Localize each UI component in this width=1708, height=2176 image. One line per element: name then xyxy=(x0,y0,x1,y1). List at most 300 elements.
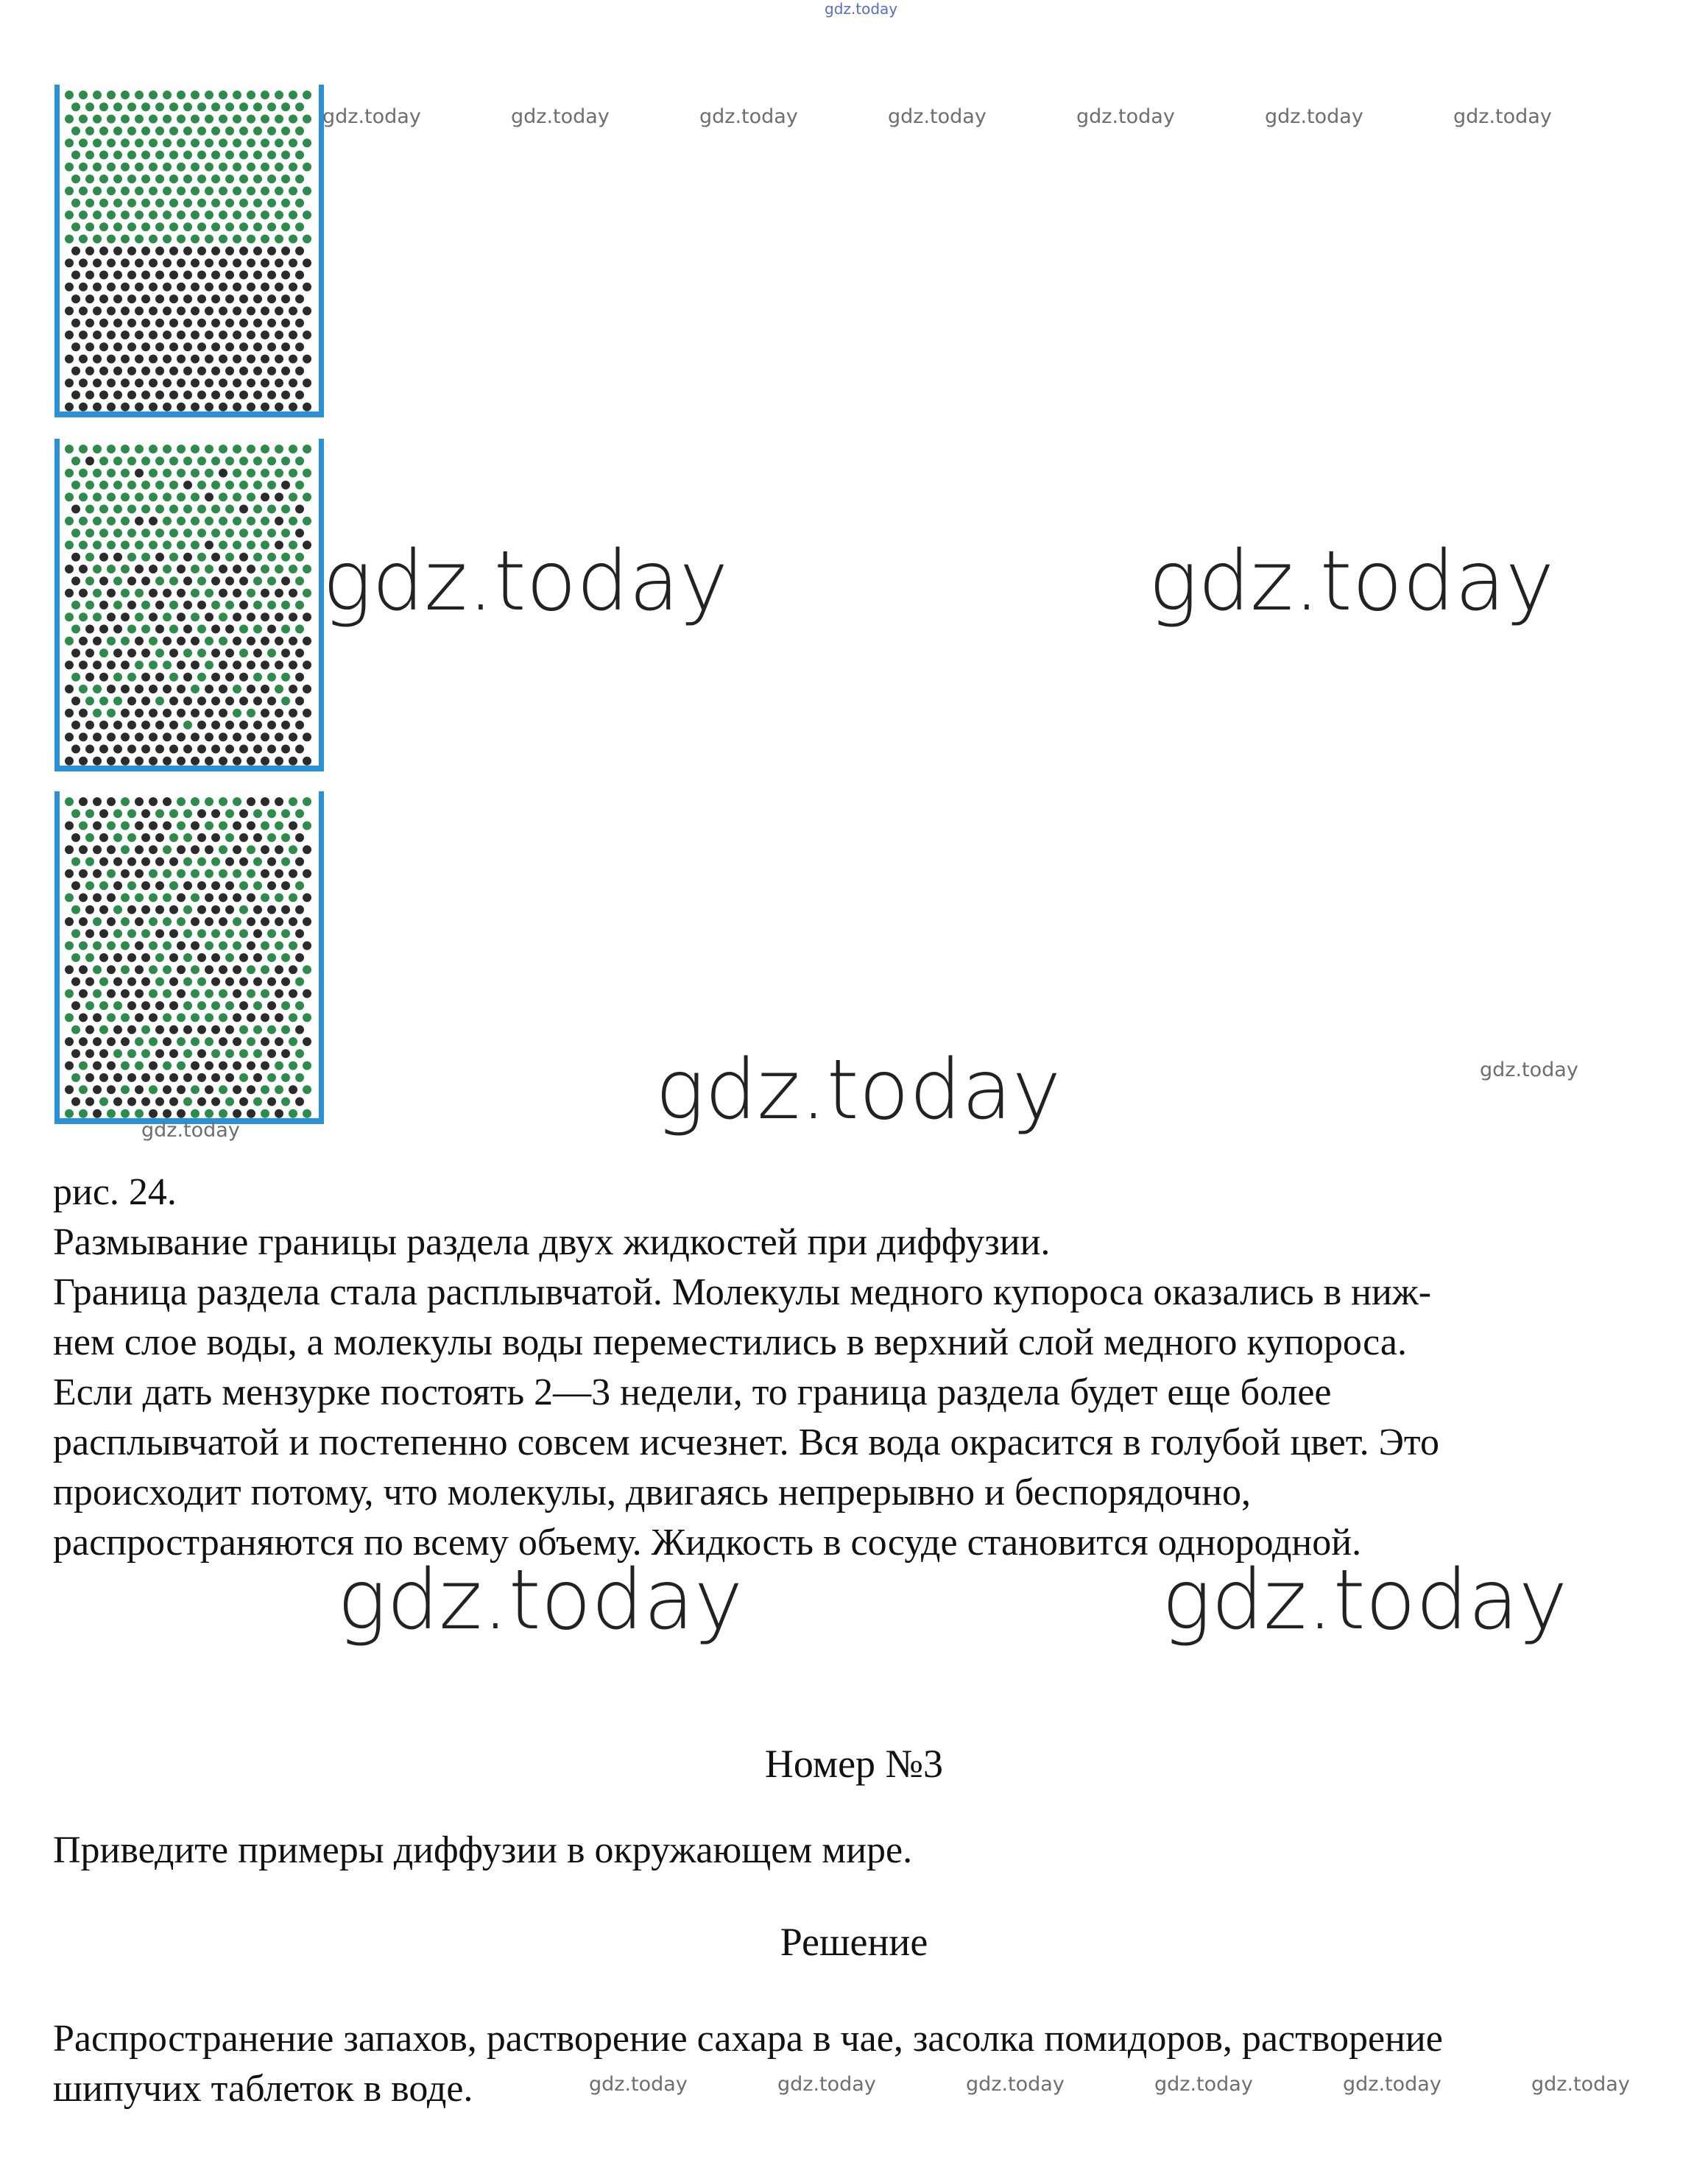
copper-sulfate-molecule xyxy=(233,211,241,219)
water-molecule xyxy=(275,517,283,526)
copper-sulfate-molecule xyxy=(85,222,94,231)
copper-sulfate-molecule xyxy=(149,893,158,902)
water-molecule xyxy=(121,378,130,387)
water-molecule xyxy=(225,625,234,634)
watermark-large: gdz.today xyxy=(1162,1552,1568,1648)
copper-sulfate-molecule xyxy=(135,91,144,99)
water-molecule xyxy=(247,637,255,646)
copper-sulfate-molecule xyxy=(85,553,94,562)
water-molecule xyxy=(135,822,144,830)
task-number: Номер №3 xyxy=(764,1742,944,1786)
water-molecule xyxy=(289,732,297,741)
copper-sulfate-molecule xyxy=(247,869,255,878)
copper-sulfate-molecule xyxy=(289,942,297,950)
copper-sulfate-molecule xyxy=(163,163,172,172)
water-molecule xyxy=(71,505,80,514)
copper-sulfate-molecule xyxy=(197,553,206,562)
water-molecule xyxy=(233,378,241,387)
water-molecule xyxy=(141,858,150,866)
water-molecule xyxy=(239,721,248,730)
copper-sulfate-molecule xyxy=(303,965,311,974)
water-molecule xyxy=(197,809,206,818)
water-molecule xyxy=(211,1098,220,1106)
water-molecule xyxy=(127,953,136,962)
water-molecule xyxy=(267,271,276,280)
water-molecule xyxy=(163,378,172,387)
copper-sulfate-molecule xyxy=(135,492,144,501)
water-molecule xyxy=(107,917,116,926)
copper-sulfate-molecule xyxy=(113,529,122,537)
copper-sulfate-molecule xyxy=(267,127,276,135)
copper-sulfate-molecule xyxy=(253,151,262,160)
copper-sulfate-molecule xyxy=(247,115,255,124)
copper-sulfate-molecule xyxy=(163,1061,172,1070)
water-molecule xyxy=(141,745,150,754)
water-molecule xyxy=(99,294,108,303)
copper-sulfate-molecule xyxy=(197,174,206,183)
water-molecule xyxy=(85,625,94,634)
copper-sulfate-molecule xyxy=(121,445,130,453)
water-molecule xyxy=(303,685,311,693)
water-molecule xyxy=(85,1098,94,1106)
copper-sulfate-molecule xyxy=(303,517,311,526)
copper-sulfate-molecule xyxy=(71,905,80,914)
copper-sulfate-molecule xyxy=(205,797,214,806)
water-molecule xyxy=(261,757,269,766)
copper-sulfate-molecule xyxy=(183,929,192,938)
copper-sulfate-molecule xyxy=(261,91,269,99)
water-molecule xyxy=(183,1073,192,1082)
copper-sulfate-molecule xyxy=(191,565,200,573)
water-molecule xyxy=(93,1061,102,1070)
water-molecule xyxy=(85,978,94,986)
water-molecule xyxy=(303,1037,311,1046)
watermark: gdz.today xyxy=(1531,2073,1630,2096)
water-molecule xyxy=(149,378,158,387)
water-molecule xyxy=(225,696,234,705)
copper-sulfate-molecule xyxy=(135,540,144,549)
copper-sulfate-molecule xyxy=(281,127,290,135)
water-molecule xyxy=(191,306,200,315)
solution-line: шипучих таблеток в воде. xyxy=(53,2068,473,2110)
copper-sulfate-molecule xyxy=(219,445,227,453)
water-molecule xyxy=(247,355,255,364)
water-molecule xyxy=(261,685,269,693)
copper-sulfate-molecule xyxy=(113,696,122,705)
water-molecule xyxy=(155,1049,164,1058)
water-molecule xyxy=(205,378,214,387)
water-molecule xyxy=(225,978,234,986)
water-molecule xyxy=(247,1109,255,1118)
copper-sulfate-molecule xyxy=(163,138,172,147)
water-molecule xyxy=(135,685,144,693)
water-molecule xyxy=(303,378,311,387)
copper-sulfate-molecule xyxy=(267,151,276,160)
water-molecule xyxy=(141,696,150,705)
water-molecule xyxy=(289,283,297,292)
water-molecule xyxy=(79,965,88,974)
water-molecule xyxy=(267,721,276,730)
copper-sulfate-molecule xyxy=(219,822,227,830)
water-molecule xyxy=(65,1037,74,1046)
water-molecule xyxy=(155,929,164,938)
water-molecule xyxy=(239,809,248,818)
copper-sulfate-molecule xyxy=(281,696,290,705)
water-molecule xyxy=(141,978,150,986)
copper-sulfate-molecule xyxy=(303,186,311,195)
water-molecule xyxy=(93,1037,102,1046)
copper-sulfate-molecule xyxy=(205,637,214,646)
copper-sulfate-molecule xyxy=(127,481,136,490)
water-molecule xyxy=(281,271,290,280)
copper-sulfate-molecule xyxy=(225,601,234,610)
water-molecule xyxy=(141,391,150,400)
water-molecule xyxy=(177,565,186,573)
answer-line: Если дать мензурке постоять 2—3 недели, то граница раздела будет еще более xyxy=(53,1371,1332,1413)
copper-sulfate-molecule xyxy=(149,138,158,147)
copper-sulfate-molecule xyxy=(281,222,290,231)
copper-sulfate-molecule xyxy=(295,1049,304,1058)
water-molecule xyxy=(253,342,262,351)
water-molecule xyxy=(177,331,186,339)
copper-sulfate-molecule xyxy=(281,456,290,465)
water-molecule xyxy=(149,258,158,267)
copper-sulfate-molecule xyxy=(183,505,192,514)
copper-sulfate-molecule xyxy=(191,893,200,902)
water-molecule xyxy=(211,649,220,657)
water-molecule xyxy=(239,1001,248,1010)
copper-sulfate-molecule xyxy=(253,1049,262,1058)
copper-sulfate-molecule xyxy=(275,115,283,124)
water-molecule xyxy=(197,1049,206,1058)
copper-sulfate-molecule xyxy=(197,929,206,938)
water-molecule xyxy=(247,942,255,950)
copper-sulfate-molecule xyxy=(93,186,102,195)
copper-sulfate-molecule xyxy=(107,469,116,478)
copper-sulfate-molecule xyxy=(275,1085,283,1094)
copper-sulfate-molecule xyxy=(149,917,158,926)
water-molecule xyxy=(205,965,214,974)
copper-sulfate-molecule xyxy=(281,1025,290,1034)
water-molecule xyxy=(239,978,248,986)
copper-sulfate-molecule xyxy=(211,1049,220,1058)
copper-sulfate-molecule xyxy=(135,612,144,621)
copper-sulfate-molecule xyxy=(253,505,262,514)
water-molecule xyxy=(295,696,304,705)
copper-sulfate-molecule xyxy=(141,481,150,490)
water-molecule xyxy=(281,881,290,890)
copper-sulfate-molecule xyxy=(225,127,234,135)
water-molecule xyxy=(135,331,144,339)
water-molecule xyxy=(93,283,102,292)
water-molecule xyxy=(71,881,80,890)
copper-sulfate-molecule xyxy=(219,1013,227,1022)
copper-sulfate-molecule xyxy=(275,942,283,950)
water-molecule xyxy=(197,745,206,754)
copper-sulfate-molecule xyxy=(219,869,227,878)
water-molecule xyxy=(303,540,311,549)
copper-sulfate-molecule xyxy=(99,102,108,111)
copper-sulfate-molecule xyxy=(85,1001,94,1010)
copper-sulfate-molecule xyxy=(219,942,227,950)
copper-sulfate-molecule xyxy=(93,469,102,478)
water-molecule xyxy=(225,367,234,375)
copper-sulfate-molecule xyxy=(99,649,108,657)
water-molecule xyxy=(253,294,262,303)
water-molecule xyxy=(71,319,80,328)
copper-sulfate-molecule xyxy=(127,199,136,208)
copper-sulfate-molecule xyxy=(295,1001,304,1010)
water-molecule xyxy=(239,745,248,754)
copper-sulfate-molecule xyxy=(127,529,136,537)
water-molecule xyxy=(275,1109,283,1118)
copper-sulfate-molecule xyxy=(121,797,130,806)
copper-sulfate-molecule xyxy=(121,517,130,526)
copper-sulfate-molecule xyxy=(191,589,200,598)
copper-sulfate-molecule xyxy=(177,517,186,526)
water-molecule xyxy=(113,745,122,754)
water-molecule xyxy=(163,403,172,411)
water-molecule xyxy=(295,1098,304,1106)
water-molecule xyxy=(295,745,304,754)
copper-sulfate-molecule xyxy=(121,138,130,147)
water-molecule xyxy=(303,306,311,315)
water-molecule xyxy=(135,306,144,315)
copper-sulfate-molecule xyxy=(113,833,122,842)
copper-sulfate-molecule xyxy=(303,445,311,453)
copper-sulfate-molecule xyxy=(79,186,88,195)
water-molecule xyxy=(93,1109,102,1118)
copper-sulfate-molecule xyxy=(225,809,234,818)
copper-sulfate-molecule xyxy=(177,91,186,99)
copper-sulfate-molecule xyxy=(247,163,255,172)
water-molecule xyxy=(225,294,234,303)
copper-sulfate-molecule xyxy=(177,822,186,830)
water-molecule xyxy=(93,845,102,854)
water-molecule xyxy=(79,283,88,292)
watermark: gdz.today xyxy=(322,105,421,128)
water-molecule xyxy=(303,612,311,621)
water-molecule xyxy=(219,355,227,364)
copper-sulfate-molecule xyxy=(239,529,248,537)
copper-sulfate-molecule xyxy=(113,102,122,111)
copper-sulfate-molecule xyxy=(219,163,227,172)
water-molecule xyxy=(275,917,283,926)
water-molecule xyxy=(163,757,172,766)
water-molecule xyxy=(99,319,108,328)
water-molecule xyxy=(239,833,248,842)
water-molecule xyxy=(205,757,214,766)
copper-sulfate-molecule xyxy=(247,845,255,854)
copper-sulfate-molecule xyxy=(191,186,200,195)
water-molecule xyxy=(197,1098,206,1106)
copper-sulfate-molecule xyxy=(107,942,116,950)
copper-sulfate-molecule xyxy=(191,138,200,147)
water-molecule xyxy=(267,247,276,255)
vessel-wall xyxy=(54,766,324,771)
water-molecule xyxy=(93,331,102,339)
copper-sulfate-molecule xyxy=(149,965,158,974)
water-molecule xyxy=(261,612,269,621)
water-molecule xyxy=(295,858,304,866)
copper-sulfate-molecule xyxy=(113,1001,122,1010)
water-molecule xyxy=(163,1109,172,1118)
water-molecule xyxy=(225,271,234,280)
water-molecule xyxy=(99,271,108,280)
copper-sulfate-molecule xyxy=(239,881,248,890)
vessel-wall xyxy=(54,791,60,1124)
water-molecule xyxy=(295,1025,304,1034)
copper-sulfate-molecule xyxy=(205,660,214,669)
copper-sulfate-molecule xyxy=(205,1013,214,1022)
water-molecule xyxy=(177,732,186,741)
copper-sulfate-molecule xyxy=(233,685,241,693)
water-molecule xyxy=(275,709,283,718)
watermark: gdz.today xyxy=(699,105,798,128)
copper-sulfate-molecule xyxy=(121,637,130,646)
water-molecule xyxy=(93,355,102,364)
water-molecule xyxy=(93,822,102,830)
copper-sulfate-molecule xyxy=(135,115,144,124)
water-molecule xyxy=(289,989,297,998)
water-molecule xyxy=(267,319,276,328)
copper-sulfate-molecule xyxy=(169,673,178,682)
copper-sulfate-molecule xyxy=(155,529,164,537)
copper-sulfate-molecule xyxy=(127,222,136,231)
water-molecule xyxy=(163,1037,172,1046)
copper-sulfate-molecule xyxy=(211,481,220,490)
water-molecule xyxy=(183,553,192,562)
water-molecule xyxy=(233,403,241,411)
copper-sulfate-molecule xyxy=(79,685,88,693)
copper-sulfate-molecule xyxy=(121,492,130,501)
copper-sulfate-molecule xyxy=(107,822,116,830)
water-molecule xyxy=(113,342,122,351)
water-molecule xyxy=(225,881,234,890)
copper-sulfate-molecule xyxy=(79,211,88,219)
water-molecule xyxy=(65,685,74,693)
copper-sulfate-molecule xyxy=(191,797,200,806)
copper-sulfate-molecule xyxy=(71,529,80,537)
water-molecule xyxy=(93,660,102,669)
copper-sulfate-molecule xyxy=(191,612,200,621)
water-molecule xyxy=(113,391,122,400)
water-molecule xyxy=(121,306,130,315)
water-molecule xyxy=(295,319,304,328)
copper-sulfate-molecule xyxy=(219,1085,227,1094)
watermark: gdz.today xyxy=(1154,2073,1253,2096)
water-molecule xyxy=(197,721,206,730)
water-molecule xyxy=(295,505,304,514)
copper-sulfate-molecule xyxy=(71,1025,80,1034)
water-molecule xyxy=(71,294,80,303)
copper-sulfate-molecule xyxy=(219,186,227,195)
copper-sulfate-molecule xyxy=(205,91,214,99)
copper-sulfate-molecule xyxy=(253,601,262,610)
water-molecule xyxy=(183,881,192,890)
copper-sulfate-molecule xyxy=(281,625,290,634)
water-molecule xyxy=(163,732,172,741)
water-molecule xyxy=(183,1025,192,1034)
water-molecule xyxy=(127,978,136,986)
water-molecule xyxy=(85,294,94,303)
water-molecule xyxy=(71,576,80,585)
copper-sulfate-molecule xyxy=(289,1013,297,1022)
water-molecule xyxy=(79,917,88,926)
copper-sulfate-molecule xyxy=(233,163,241,172)
water-molecule xyxy=(127,696,136,705)
copper-sulfate-molecule xyxy=(261,186,269,195)
copper-sulfate-molecule xyxy=(121,942,130,950)
water-molecule xyxy=(219,378,227,387)
copper-sulfate-molecule xyxy=(121,469,130,478)
copper-sulfate-molecule xyxy=(107,517,116,526)
copper-sulfate-molecule xyxy=(79,540,88,549)
copper-sulfate-molecule xyxy=(177,1061,186,1070)
copper-sulfate-molecule xyxy=(79,235,88,244)
copper-sulfate-molecule xyxy=(65,942,74,950)
water-molecule xyxy=(211,1025,220,1034)
copper-sulfate-molecule xyxy=(163,893,172,902)
copper-sulfate-molecule xyxy=(135,660,144,669)
water-molecule xyxy=(65,757,74,766)
copper-sulfate-molecule xyxy=(233,138,241,147)
water-molecule xyxy=(121,331,130,339)
water-molecule xyxy=(183,271,192,280)
copper-sulfate-molecule xyxy=(93,91,102,99)
water-molecule xyxy=(275,589,283,598)
water-molecule xyxy=(65,732,74,741)
copper-sulfate-molecule xyxy=(183,199,192,208)
copper-sulfate-molecule xyxy=(267,953,276,962)
watermark: gdz.today xyxy=(777,2073,876,2096)
water-molecule xyxy=(261,492,269,501)
copper-sulfate-molecule xyxy=(289,565,297,573)
water-molecule xyxy=(275,869,283,878)
copper-sulfate-molecule xyxy=(225,1098,234,1106)
water-molecule xyxy=(141,342,150,351)
water-molecule xyxy=(135,797,144,806)
water-molecule xyxy=(65,709,74,718)
copper-sulfate-molecule xyxy=(141,601,150,610)
water-molecule xyxy=(93,258,102,267)
water-molecule xyxy=(107,893,116,902)
water-molecule xyxy=(107,660,116,669)
water-molecule xyxy=(149,757,158,766)
copper-sulfate-molecule xyxy=(247,235,255,244)
water-molecule xyxy=(253,319,262,328)
copper-sulfate-molecule xyxy=(253,673,262,682)
copper-sulfate-molecule xyxy=(93,965,102,974)
water-molecule xyxy=(247,378,255,387)
copper-sulfate-molecule xyxy=(253,1098,262,1106)
water-molecule xyxy=(177,589,186,598)
water-molecule xyxy=(289,1085,297,1094)
copper-sulfate-molecule xyxy=(149,540,158,549)
copper-sulfate-molecule xyxy=(239,174,248,183)
copper-sulfate-molecule xyxy=(99,1025,108,1034)
water-molecule xyxy=(71,342,80,351)
copper-sulfate-molecule xyxy=(239,905,248,914)
copper-sulfate-molecule xyxy=(205,163,214,172)
copper-sulfate-molecule xyxy=(219,115,227,124)
copper-sulfate-molecule xyxy=(65,612,74,621)
water-molecule xyxy=(267,342,276,351)
water-molecule xyxy=(295,294,304,303)
copper-sulfate-molecule xyxy=(197,151,206,160)
water-molecule xyxy=(99,673,108,682)
copper-sulfate-molecule xyxy=(121,211,130,219)
